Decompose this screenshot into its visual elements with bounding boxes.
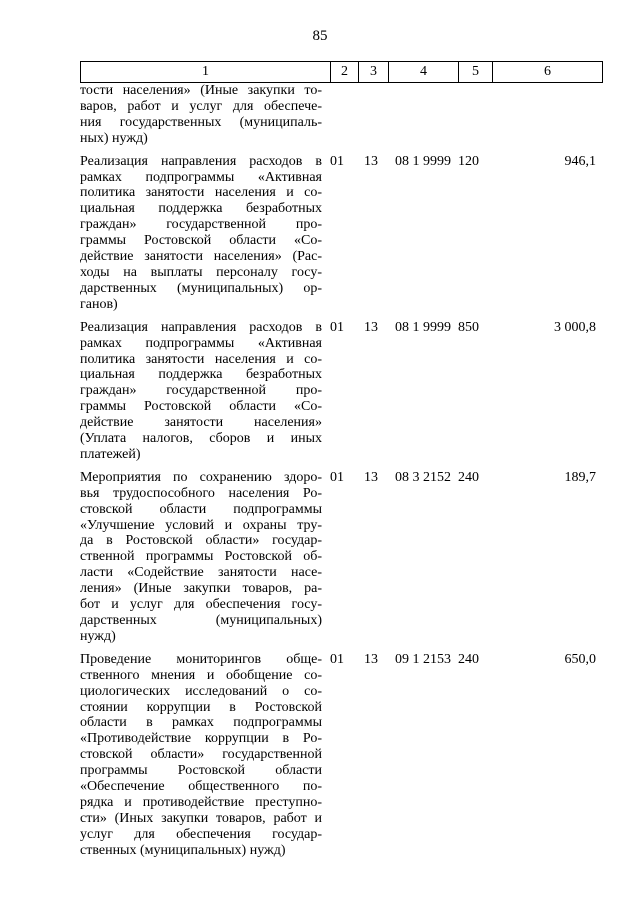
- description-line: Реализация направления расходов в: [80, 319, 322, 335]
- target-article-code: 09 1 2153: [395, 651, 451, 667]
- target-article-code: 08 1 9999: [395, 319, 451, 335]
- table-row: [80, 652, 602, 859]
- description-line: политика занятости населения и со-: [80, 185, 322, 201]
- description-line: вья трудоспособного населения Ро-: [80, 485, 322, 501]
- description-line: ственных (муниципальных) нужд): [80, 842, 286, 858]
- header-col-5: 5: [459, 62, 493, 83]
- description-line: программы Ростовской области: [80, 763, 322, 779]
- description-line: «Противодействие коррупции в Ро-: [80, 731, 322, 747]
- expense-type-code: 240: [458, 651, 479, 667]
- column-header-table: [80, 61, 603, 83]
- description-line: нужд): [80, 628, 116, 644]
- section-code: 01: [330, 153, 344, 169]
- amount: 189,7: [564, 469, 596, 485]
- description-line: стоянии коррупции в Ростовской: [80, 699, 322, 715]
- description-line: (Уплата налогов, сборов и иных: [80, 431, 322, 447]
- target-article-code: 08 3 2152: [395, 469, 451, 485]
- description-line: рамках подпрограммы «Активная: [80, 169, 322, 185]
- description-line: рядка и противодействие преступно-: [80, 794, 322, 810]
- table-row: [80, 470, 602, 645]
- description-line: ных) нужд): [80, 130, 148, 146]
- description-line: «Улучшение условий и охраны тру-: [80, 517, 322, 533]
- description-line: платежей): [80, 446, 141, 462]
- subsection-code: 13: [364, 469, 378, 485]
- description-line: области в рамках подпрограммы: [80, 715, 322, 731]
- description-line: граммы Ростовской области «Со-: [80, 399, 322, 415]
- amount: 3 000,8: [554, 319, 596, 335]
- row-description: [80, 154, 322, 313]
- description-line: бот и услуг для обеспечения госу-: [80, 597, 322, 613]
- page-number: 85: [312, 28, 328, 44]
- expense-type-code: 850: [458, 319, 479, 335]
- description-line: циальная поддержка безработных: [80, 201, 322, 217]
- header-col-1: 1: [81, 62, 331, 83]
- table-row: [80, 320, 602, 463]
- section-code: 01: [330, 651, 344, 667]
- description-line: стовской области подпрограммы: [80, 501, 322, 517]
- description-line: ласти «Содействие занятости насе-: [80, 565, 322, 581]
- description-line: варов, работ и услуг для обеспече-: [80, 98, 322, 114]
- header-row: [81, 62, 603, 83]
- subsection-code: 13: [364, 319, 378, 335]
- description-line: политика занятости населения и со-: [80, 351, 322, 367]
- target-article-code: 08 1 9999: [395, 153, 451, 169]
- description-line: рамках подпрограммы «Активная: [80, 335, 322, 351]
- description-line: ходы на выплаты персоналу госу-: [80, 264, 322, 280]
- subsection-code: 13: [364, 153, 378, 169]
- header-col-2: 2: [331, 62, 359, 83]
- description-line: циологических исследований о со-: [80, 683, 322, 699]
- row-description: [80, 320, 322, 463]
- description-line: дарственных (муниципальных) ор-: [80, 280, 322, 296]
- section-code: 01: [330, 469, 344, 485]
- description-line: действие занятости населения» (Рас-: [80, 249, 322, 265]
- header-col-3: 3: [359, 62, 389, 83]
- header-col-6: 6: [493, 62, 603, 83]
- amount: 650,0: [564, 651, 596, 667]
- description-line: ственного мнения и обобщение со-: [80, 667, 322, 683]
- header-col-4: 4: [389, 62, 459, 83]
- description-line: граммы Ростовской области «Со-: [80, 233, 322, 249]
- table-row: [80, 154, 602, 313]
- expense-type-code: 120: [458, 153, 479, 169]
- description-line: циальная поддержка безработных: [80, 367, 322, 383]
- description-line: «Обеспечение общественного по-: [80, 779, 322, 795]
- expense-type-code: 240: [458, 469, 479, 485]
- description-line: граждан» государственной про-: [80, 217, 322, 233]
- description-line: Мероприятия по сохранению здоро-: [80, 469, 322, 485]
- description-line: сти» (Иных закупки товаров, работ и: [80, 810, 322, 826]
- amount: 946,1: [564, 153, 596, 169]
- row-description: [80, 83, 322, 147]
- description-line: Проведение мониторингов обще-: [80, 651, 322, 667]
- row-description: [80, 470, 322, 645]
- description-line: ганов): [80, 296, 118, 312]
- description-line: действие занятости населения»: [80, 415, 322, 431]
- section-code: 01: [330, 319, 344, 335]
- description-line: тости населения» (Иные закупки то-: [80, 83, 322, 98]
- description-line: ления» (Иные закупки товаров, ра-: [80, 581, 322, 597]
- description-line: ния государственных (муниципаль-: [80, 114, 322, 130]
- description-line: Реализация направления расходов в: [80, 153, 322, 169]
- description-line: дарственных (муниципальных): [80, 613, 322, 628]
- description-line: стовской области» государственной: [80, 747, 322, 763]
- description-line: граждан» государственной про-: [80, 383, 322, 399]
- description-line: услуг для обеспечения государ-: [80, 826, 322, 842]
- row-description: [80, 652, 322, 859]
- subsection-code: 13: [364, 651, 378, 667]
- description-line: ственной программы Ростовской об-: [80, 549, 322, 565]
- table-row: [80, 83, 602, 147]
- budget-rows: [80, 83, 602, 866]
- description-line: да в Ростовской области» государ-: [80, 533, 322, 549]
